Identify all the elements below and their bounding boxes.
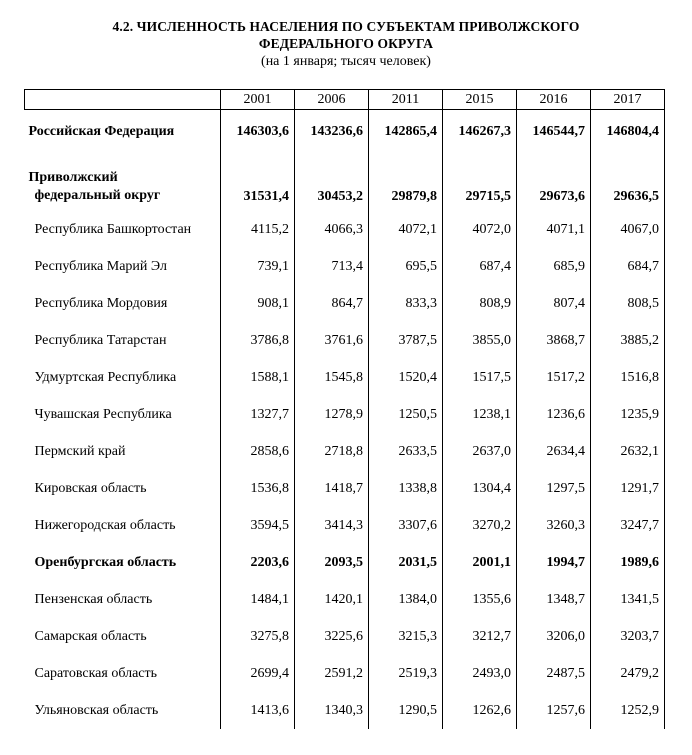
cell-value: 4071,1 (517, 211, 591, 248)
cell-value: 1413,6 (221, 692, 295, 729)
cell-value: 142865,4 (369, 110, 443, 153)
cell-value: 1348,7 (517, 581, 591, 618)
cell-value: 1418,7 (295, 470, 369, 507)
cell-value: 2203,6 (221, 544, 295, 581)
cell-value: 3260,3 (517, 507, 591, 544)
table-title-line-2: ФЕДЕРАЛЬНОГО ОКРУГА (258, 36, 434, 51)
row-name: Нижегородская область (34, 518, 176, 533)
cell-value: 3855,0 (443, 322, 517, 359)
cell-value: 687,4 (443, 248, 517, 285)
cell-value: 146303,6 (221, 110, 295, 153)
cell-value: 29715,5 (443, 152, 517, 211)
row-name: Саратовская область (34, 666, 158, 681)
cell-value: 4072,1 (369, 211, 443, 248)
cell-value: 4067,0 (591, 211, 665, 248)
cell-value: 3594,5 (221, 507, 295, 544)
table-row (25, 618, 665, 655)
cell-value: 2479,2 (591, 655, 665, 692)
year-header: 2015 (443, 90, 517, 110)
cell-value: 1278,9 (295, 396, 369, 433)
cell-value: 1290,5 (369, 692, 443, 729)
cell-value: 2858,6 (221, 433, 295, 470)
cell-value: 2699,4 (221, 655, 295, 692)
cell-value: 3868,7 (517, 322, 591, 359)
cell-value: 833,3 (369, 285, 443, 322)
row-name-line-1: Приволжский (28, 170, 118, 185)
cell-value: 695,5 (369, 248, 443, 285)
cell-value: 3225,6 (295, 618, 369, 655)
cell-value: 2634,4 (517, 433, 591, 470)
row-name: Кировская область (34, 481, 147, 496)
cell-value: 146267,3 (443, 110, 517, 153)
cell-value: 2519,3 (369, 655, 443, 692)
row-name: Российская Федерация (28, 123, 175, 139)
cell-value: 864,7 (295, 285, 369, 322)
cell-value: 1338,8 (369, 470, 443, 507)
cell-value: 1236,6 (517, 396, 591, 433)
row-name: Пензенская область (34, 592, 153, 607)
row-name-line-2: федеральный округ (34, 188, 161, 203)
cell-value: 1520,4 (369, 359, 443, 396)
cell-value: 2493,0 (443, 655, 517, 692)
cell-value: 29673,6 (517, 152, 591, 211)
table-row-russian-federation (25, 110, 665, 153)
table-subtitle: (на 1 января; тысяч человек) (261, 54, 431, 69)
cell-value: 1327,7 (221, 396, 295, 433)
table-row (25, 359, 665, 396)
table-row (25, 433, 665, 470)
year-header: 2016 (517, 90, 591, 110)
cell-value: 684,7 (591, 248, 665, 285)
cell-value: 3414,3 (295, 507, 369, 544)
cell-value: 3270,2 (443, 507, 517, 544)
cell-value: 1420,1 (295, 581, 369, 618)
table-row (25, 470, 665, 507)
row-name: Оренбургская область (34, 555, 177, 570)
table-row-volga-district (25, 152, 665, 211)
year-header: 2001 (221, 90, 295, 110)
header-corner (25, 90, 221, 110)
cell-value: 3206,0 (517, 618, 591, 655)
cell-value: 1517,5 (443, 359, 517, 396)
cell-value: 2591,2 (295, 655, 369, 692)
cell-value: 1238,1 (443, 396, 517, 433)
cell-value: 1262,6 (443, 692, 517, 729)
cell-value: 3247,7 (591, 507, 665, 544)
cell-value: 1257,6 (517, 692, 591, 729)
row-name: Республика Татарстан (34, 333, 167, 348)
row-name: Республика Мордовия (34, 296, 168, 311)
cell-value: 1517,2 (517, 359, 591, 396)
cell-value: 3307,6 (369, 507, 443, 544)
cell-value: 1484,1 (221, 581, 295, 618)
cell-value: 2093,5 (295, 544, 369, 581)
cell-value: 2487,5 (517, 655, 591, 692)
row-name (25, 152, 221, 211)
table-row-orenburg (25, 544, 665, 581)
cell-value: 1291,7 (591, 470, 665, 507)
cell-value: 2718,8 (295, 433, 369, 470)
cell-value: 3212,7 (443, 618, 517, 655)
cell-value: 29879,8 (369, 152, 443, 211)
row-name: Ульяновская область (34, 703, 159, 718)
cell-value: 31531,4 (221, 152, 295, 211)
cell-value: 29636,5 (591, 152, 665, 211)
cell-value: 685,9 (517, 248, 591, 285)
cell-value: 1252,9 (591, 692, 665, 729)
cell-value: 808,9 (443, 285, 517, 322)
cell-value: 1304,4 (443, 470, 517, 507)
cell-value: 1536,8 (221, 470, 295, 507)
cell-value: 1516,8 (591, 359, 665, 396)
table-row (25, 692, 665, 729)
cell-value: 2031,5 (369, 544, 443, 581)
row-name: Самарская область (34, 629, 147, 644)
table-row (25, 507, 665, 544)
year-header: 2011 (369, 90, 443, 110)
cell-value: 3786,8 (221, 322, 295, 359)
header-row (25, 90, 665, 110)
year-header: 2006 (295, 90, 369, 110)
cell-value: 1355,6 (443, 581, 517, 618)
cell-value: 143236,6 (295, 110, 369, 153)
table-title-line-1: 4.2. ЧИСЛЕННОСТЬ НАСЕЛЕНИЯ ПО СУБЪЕКТАМ ПРИВОЛЖСКОГО (112, 19, 580, 34)
cell-value: 3215,3 (369, 618, 443, 655)
cell-value: 2633,5 (369, 433, 443, 470)
cell-value: 4072,0 (443, 211, 517, 248)
row-name: Республика Марий Эл (34, 259, 167, 274)
cell-value: 3761,6 (295, 322, 369, 359)
cell-value: 1989,6 (591, 544, 665, 581)
cell-value: 1384,0 (369, 581, 443, 618)
table-row (25, 322, 665, 359)
cell-value: 713,4 (295, 248, 369, 285)
cell-value: 2637,0 (443, 433, 517, 470)
cell-value: 3787,5 (369, 322, 443, 359)
table-row (25, 581, 665, 618)
row-name: Чувашская Республика (34, 407, 172, 422)
row-name: Удмуртская Республика (34, 370, 177, 385)
cell-value: 807,4 (517, 285, 591, 322)
cell-value: 3203,7 (591, 618, 665, 655)
cell-value: 2001,1 (443, 544, 517, 581)
cell-value: 1994,7 (517, 544, 591, 581)
cell-value: 1545,8 (295, 359, 369, 396)
cell-value: 908,1 (221, 285, 295, 322)
cell-value: 1340,3 (295, 692, 369, 729)
cell-value: 146804,4 (591, 110, 665, 153)
population-table (24, 89, 665, 729)
cell-value: 3885,2 (591, 322, 665, 359)
cell-value: 4115,2 (221, 211, 295, 248)
cell-value: 739,1 (221, 248, 295, 285)
cell-value: 30453,2 (295, 152, 369, 211)
year-header: 2017 (591, 90, 665, 110)
cell-value: 1297,5 (517, 470, 591, 507)
cell-value: 808,5 (591, 285, 665, 322)
cell-value: 4066,3 (295, 211, 369, 248)
table-row (25, 248, 665, 285)
cell-value: 1250,5 (369, 396, 443, 433)
cell-value: 2632,1 (591, 433, 665, 470)
table-row (25, 396, 665, 433)
cell-value: 146544,7 (517, 110, 591, 153)
table-row (25, 285, 665, 322)
row-name: Республика Башкортостан (34, 222, 192, 237)
cell-value: 3275,8 (221, 618, 295, 655)
row-name: Пермский край (34, 444, 126, 459)
cell-value: 1588,1 (221, 359, 295, 396)
cell-value: 1341,5 (591, 581, 665, 618)
table-row (25, 655, 665, 692)
table-row (25, 211, 665, 248)
cell-value: 1235,9 (591, 396, 665, 433)
